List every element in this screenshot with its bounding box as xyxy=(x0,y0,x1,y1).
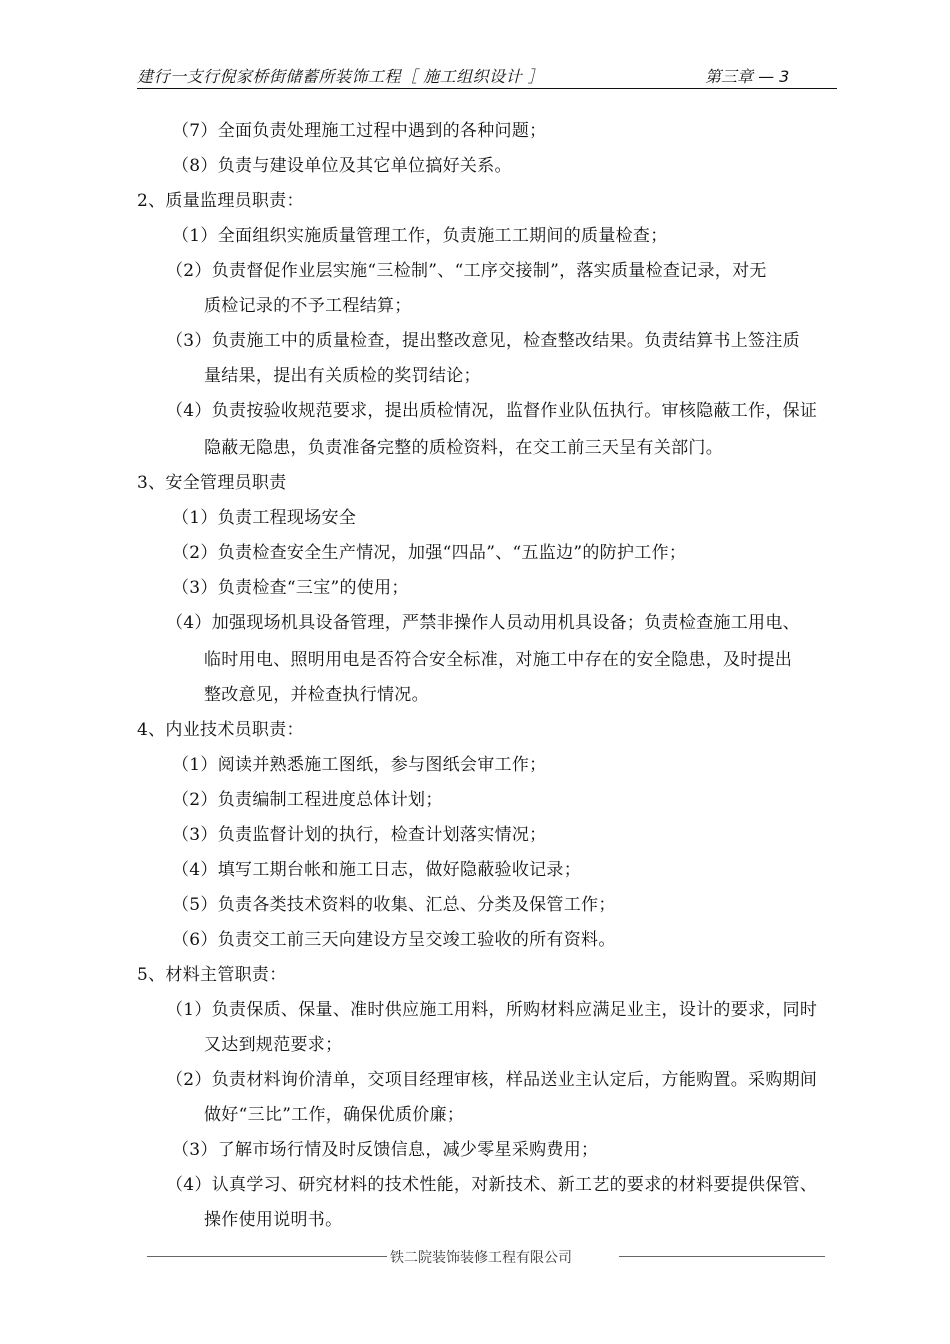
list-item: （4）负责按验收规范要求，提出质检情况，监督作业队伍执行。审核隐蔽工作，保证 xyxy=(166,401,818,421)
section-heading: 2、质量监理员职责： xyxy=(137,191,304,211)
section-heading: 3、安全管理员职责 xyxy=(137,473,287,493)
list-item: （1）负责工程现场安全 xyxy=(172,508,357,528)
list-item-continuation: 又达到规范要求； xyxy=(204,1035,343,1055)
list-item-continuation: 量结果，提出有关质检的奖罚结论； xyxy=(204,366,481,386)
list-item-continuation: 整改意见，并检查执行情况。 xyxy=(204,685,429,705)
page-footer xyxy=(137,1245,837,1267)
list-item: （6）负责交工前三天向建设方呈交竣工验收的所有资料。 xyxy=(172,930,616,950)
list-item: （4）认真学习、研究材料的技术性能，对新技术、新工艺的要求的材料要提供保管、 xyxy=(166,1175,818,1195)
list-item-continuation: 临时用电、照明用电是否符合安全标准，对施工中存在的安全隐患，及时提出 xyxy=(204,650,793,670)
page-header xyxy=(137,64,837,89)
company-name: 铁二院装饰装修工程有限公司 xyxy=(390,1250,572,1266)
list-item-continuation: 质检记录的不予工程结算； xyxy=(204,296,412,316)
document-title: 建行一支行倪家桥街储蓄所装饰工程［ 施工组织设计 ］ xyxy=(137,67,545,86)
list-item: （3）负责监督计划的执行，检查计划落实情况； xyxy=(172,825,547,845)
list-item: （7）全面负责处理施工过程中遇到的各种问题； xyxy=(172,121,547,141)
chapter-page-number: 第三章 — 3 xyxy=(705,67,790,86)
list-item: （2）负责编制工程进度总体计划； xyxy=(172,790,443,810)
footer-rule-right xyxy=(619,1256,825,1257)
section-heading: 5、材料主管职责： xyxy=(137,965,287,985)
list-item: （8）负责与建设单位及其它单位搞好关系。 xyxy=(172,156,512,176)
list-item: （2）负责材料询价清单，交项目经理审核，样品送业主认定后，方能购置。采购期间 xyxy=(166,1070,818,1090)
section-heading: 4、内业技术员职责： xyxy=(137,720,304,740)
list-item: （3）了解市场行情及时反馈信息，减少零星采购费用； xyxy=(172,1140,599,1160)
list-item: （4）填写工期台帐和施工日志，做好隐蔽验收记录； xyxy=(172,860,582,880)
list-item: （2）负责督促作业层实施“三检制”、“工序交接制”，落实质量检查记录，对无 xyxy=(166,261,767,281)
list-item: （5）负责各类技术资料的收集、汇总、分类及保管工作； xyxy=(172,895,616,915)
list-item-continuation: 隐蔽无隐患，负责准备完整的质检资料，在交工前三天呈有关部门。 xyxy=(204,438,723,458)
list-item: （4）加强现场机具设备管理，严禁非操作人员动用机具设备；负责检查施工用电、 xyxy=(166,613,800,633)
list-item-continuation: 操作使用说明书。 xyxy=(204,1210,343,1230)
list-item: （2）负责检查安全生产情况，加强“四品”、“五监边”的防护工作； xyxy=(172,543,687,563)
list-item-continuation: 做好“三比”工作，确保优质价廉； xyxy=(204,1105,465,1125)
list-item: （1）阅读并熟悉施工图纸，参与图纸会审工作； xyxy=(172,755,547,775)
list-item: （1）全面组织实施质量管理工作，负责施工工期间的质量检查； xyxy=(172,226,668,246)
list-item: （3）负责施工中的质量检查，提出整改意见，检查整改结果。负责结算书上签注质 xyxy=(166,331,800,351)
footer-rule-left xyxy=(147,1256,387,1257)
list-item: （3）负责检查“三宝”的使用； xyxy=(172,578,409,598)
list-item: （1）负责保质、保量、准时供应施工用料，所购材料应满足业主，设计的要求，同时 xyxy=(166,1000,818,1020)
